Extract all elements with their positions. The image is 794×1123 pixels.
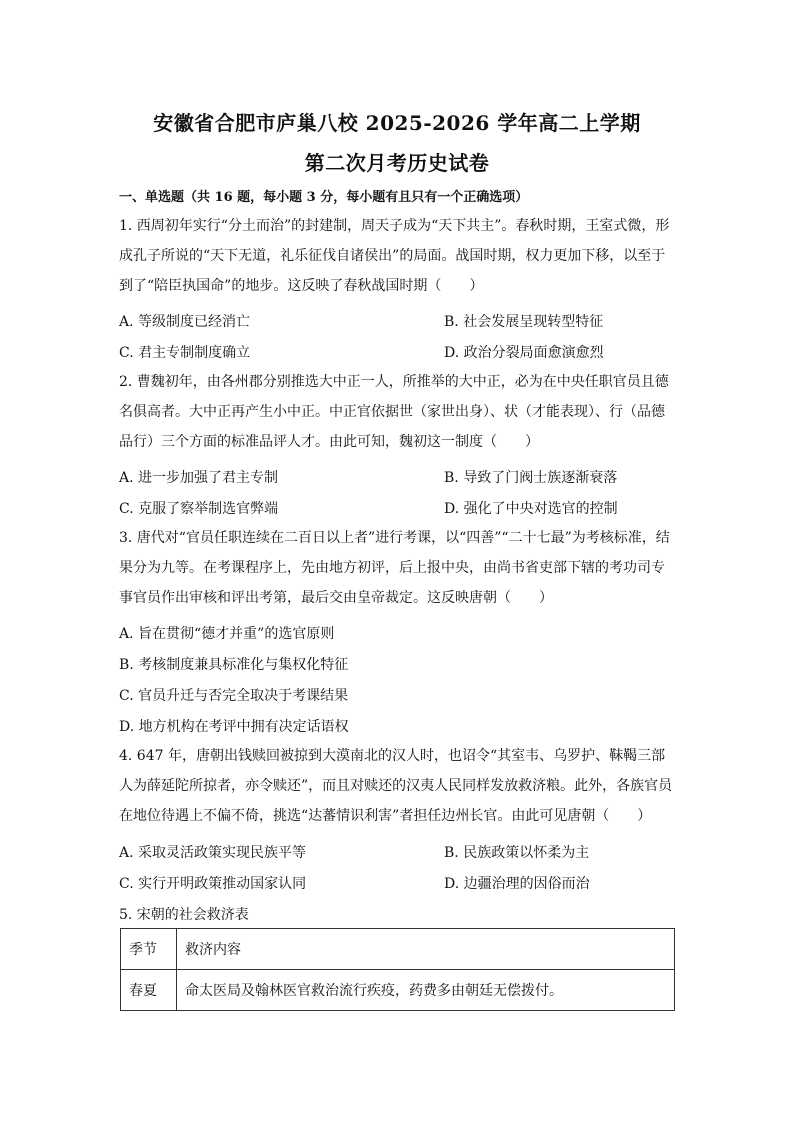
question-2-option-c[interactable]: C. 克服了察举制选官弊端 bbox=[119, 501, 279, 517]
question-4-stem: 4. 647 年，唐朝出钱赎回被掠到大漠南北的汉人时，也诏令“其室韦、乌罗护、靺鞨三部人为薛延陀所掠者，亦令赎还”，而且对赎还的汉夷人民同样发放救济粮。此外，各族官员在地位待遇上不偏不倚，挑选“达蕃情识利害”者担任边州长官。由此可见唐朝（ ） bbox=[119, 748, 673, 824]
question-2-option-b[interactable]: B. 导致了门阀士族逐渐衰落 bbox=[444, 470, 618, 486]
question-4-option-a[interactable]: A. 采取灵活政策实现民族平等 bbox=[119, 845, 307, 861]
question-3-option-b[interactable]: B. 考核制度兼具标准化与集权化特征 bbox=[119, 657, 349, 673]
question-2-option-a[interactable]: A. 进一步加强了君主专制 bbox=[119, 470, 279, 486]
exam-title-line1: 安徽省合肥市庐巢八校 2025-2026 学年高二上学期 bbox=[153, 111, 641, 135]
table-cell: 命太医局及翰林医官救治流行疾疫，药费多由朝廷无偿拨付。 bbox=[177, 970, 675, 1011]
question-1-stem: 1. 西周初年实行“分土而治”的封建制，周天子成为“天下共主”。春秋时期，王室式微，形成孔子所说的“天下无道，礼乐征伐自诸侯出”的局面。战国时期，权力更加下移，以至于到了“陪臣执国命”的地步。这反映了春秋战国时期（ ） bbox=[119, 218, 670, 294]
table-row bbox=[121, 970, 675, 1011]
exam-title-line2: 第二次月考历史试卷 bbox=[304, 151, 490, 175]
question-4-option-d[interactable]: D. 边疆治理的因俗而治 bbox=[444, 876, 590, 892]
question-1-option-d[interactable]: D. 政治分裂局面愈演愈烈 bbox=[444, 345, 604, 361]
question-1-option-b[interactable]: B. 社会发展呈现转型特征 bbox=[444, 314, 604, 330]
question-4-option-b[interactable]: B. 民族政策以怀柔为主 bbox=[444, 845, 590, 861]
relief-table bbox=[120, 928, 675, 1011]
question-3-option-a[interactable]: A. 旨在贯彻“德才并重”的选官原则 bbox=[119, 626, 335, 642]
section-heading: 一、单选题（共 16 题，每小题 3 分，每小题有且只有一个正确选项） bbox=[119, 190, 529, 205]
question-4-option-c[interactable]: C. 实行开明政策推动国家认同 bbox=[119, 876, 307, 892]
table-header-cell: 季节 bbox=[121, 929, 177, 970]
question-2-stem: 2. 曹魏初年，由各州郡分别推选大中正一人，所推举的大中正，必为在中央任职官员且德名俱高者。大中正再产生小中正。中正官依据世（家世出身）、状（才能表现）、行（品德品行）三个方面的标准品评人才。由此可知，魏初这一制度（ ） bbox=[119, 374, 669, 450]
table-header-cell: 救济内容 bbox=[177, 929, 675, 970]
question-5-stem: 5. 宋朝的社会救济表 bbox=[119, 907, 249, 923]
question-1-option-a[interactable]: A. 等级制度已经消亡 bbox=[119, 314, 251, 330]
question-3-option-c[interactable]: C. 官员升迁与否完全取决于考课结果 bbox=[119, 688, 349, 704]
question-3-option-d[interactable]: D. 地方机构在考评中拥有决定话语权 bbox=[119, 719, 349, 735]
table-cell: 春夏 bbox=[121, 970, 177, 1011]
question-1-option-c[interactable]: C. 君主专制制度确立 bbox=[119, 345, 251, 361]
question-2-option-d[interactable]: D. 强化了中央对选官的控制 bbox=[444, 501, 618, 517]
question-3-stem: 3. 唐代对“官员任职连续在二百日以上者”进行考课，以“四善”“二十七最”为考核标准，结果分为九等。在考课程序上，先由地方初评，后上报中央，由尚书省吏部下辖的考功司专事官员作出审核和评出考第，最后交由皇帝裁定。这反映唐朝（ ） bbox=[119, 530, 670, 606]
table-header-row bbox=[121, 929, 675, 970]
